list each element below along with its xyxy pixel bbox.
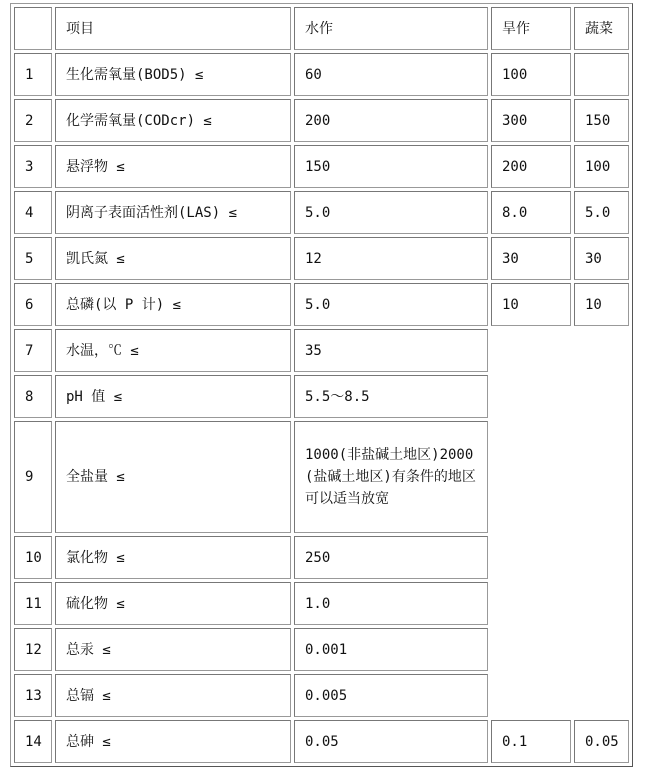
header-cell-no: [14, 7, 52, 50]
dry-value: 300: [491, 99, 571, 142]
row-number: 4: [14, 191, 52, 234]
water-value: 150: [294, 145, 488, 188]
item-name: 凯氏氮 ≤: [55, 237, 291, 280]
header-cell-item: 项目: [55, 7, 291, 50]
veg-value: [574, 53, 629, 96]
item-name: 硫化物 ≤: [55, 582, 291, 625]
table-row: [14, 191, 629, 234]
dry-value: 200: [491, 145, 571, 188]
dry-value: 30: [491, 237, 571, 280]
row-number: 10: [14, 536, 52, 579]
table-row: [14, 237, 629, 280]
dry-value: 10: [491, 283, 571, 326]
row-number: 8: [14, 375, 52, 418]
veg-value: 5.0: [574, 191, 629, 234]
dry-value: 8.0: [491, 191, 571, 234]
table-row: [14, 329, 629, 372]
item-name: 总汞 ≤: [55, 628, 291, 671]
row-number: 7: [14, 329, 52, 372]
veg-value: 30: [574, 237, 629, 280]
water-value: 35: [294, 329, 488, 372]
table-row: [14, 99, 629, 142]
table-row: [14, 145, 629, 188]
header-cell-water: 水作: [294, 7, 488, 50]
row-number: 5: [14, 237, 52, 280]
header-cell-dry: 旱作: [491, 7, 571, 50]
item-name: 生化需氧量(BOD5) ≤: [55, 53, 291, 96]
veg-value: 150: [574, 99, 629, 142]
row-number: 1: [14, 53, 52, 96]
water-value: 1000(非盐碱土地区)2000(盐碱土地区)有条件的地区可以适当放宽: [294, 421, 488, 533]
water-value: 200: [294, 99, 488, 142]
table-row: [14, 53, 629, 96]
row-number: 6: [14, 283, 52, 326]
empty-region: [491, 329, 629, 717]
item-name: 总磷(以 P 计) ≤: [55, 283, 291, 326]
water-value: 5.5～8.5: [294, 375, 488, 418]
row-number: 3: [14, 145, 52, 188]
water-value: 5.0: [294, 191, 488, 234]
veg-value: 0.05: [574, 720, 629, 763]
dry-value: 100: [491, 53, 571, 96]
row-number: 9: [14, 421, 52, 533]
water-value: 1.0: [294, 582, 488, 625]
item-name: 全盐量 ≤: [55, 421, 291, 533]
row-number: 2: [14, 99, 52, 142]
water-value: 12: [294, 237, 488, 280]
item-name: pH 值 ≤: [55, 375, 291, 418]
table-row: [14, 283, 629, 326]
veg-value: 10: [574, 283, 629, 326]
item-name: 水温，℃ ≤: [55, 329, 291, 372]
water-quality-table: [10, 3, 633, 767]
row-number: 12: [14, 628, 52, 671]
item-name: 阴离子表面活性剂(LAS) ≤: [55, 191, 291, 234]
row-number: 11: [14, 582, 52, 625]
item-name: 悬浮物 ≤: [55, 145, 291, 188]
item-name: 氯化物 ≤: [55, 536, 291, 579]
row-number: 13: [14, 674, 52, 717]
water-value: 5.0: [294, 283, 488, 326]
header-cell-veg: 蔬菜: [574, 7, 629, 50]
row-number: 14: [14, 720, 52, 763]
item-name: 化学需氧量(CODcr) ≤: [55, 99, 291, 142]
water-value: 60: [294, 53, 488, 96]
water-value: 0.05: [294, 720, 488, 763]
table-row: [14, 720, 629, 763]
water-value: 0.001: [294, 628, 488, 671]
item-name: 总镉 ≤: [55, 674, 291, 717]
water-value: 250: [294, 536, 488, 579]
veg-value: 100: [574, 145, 629, 188]
header-row: [14, 7, 629, 50]
dry-value: 0.1: [491, 720, 571, 763]
table-container: [10, 3, 633, 767]
water-value: 0.005: [294, 674, 488, 717]
item-name: 总砷 ≤: [55, 720, 291, 763]
